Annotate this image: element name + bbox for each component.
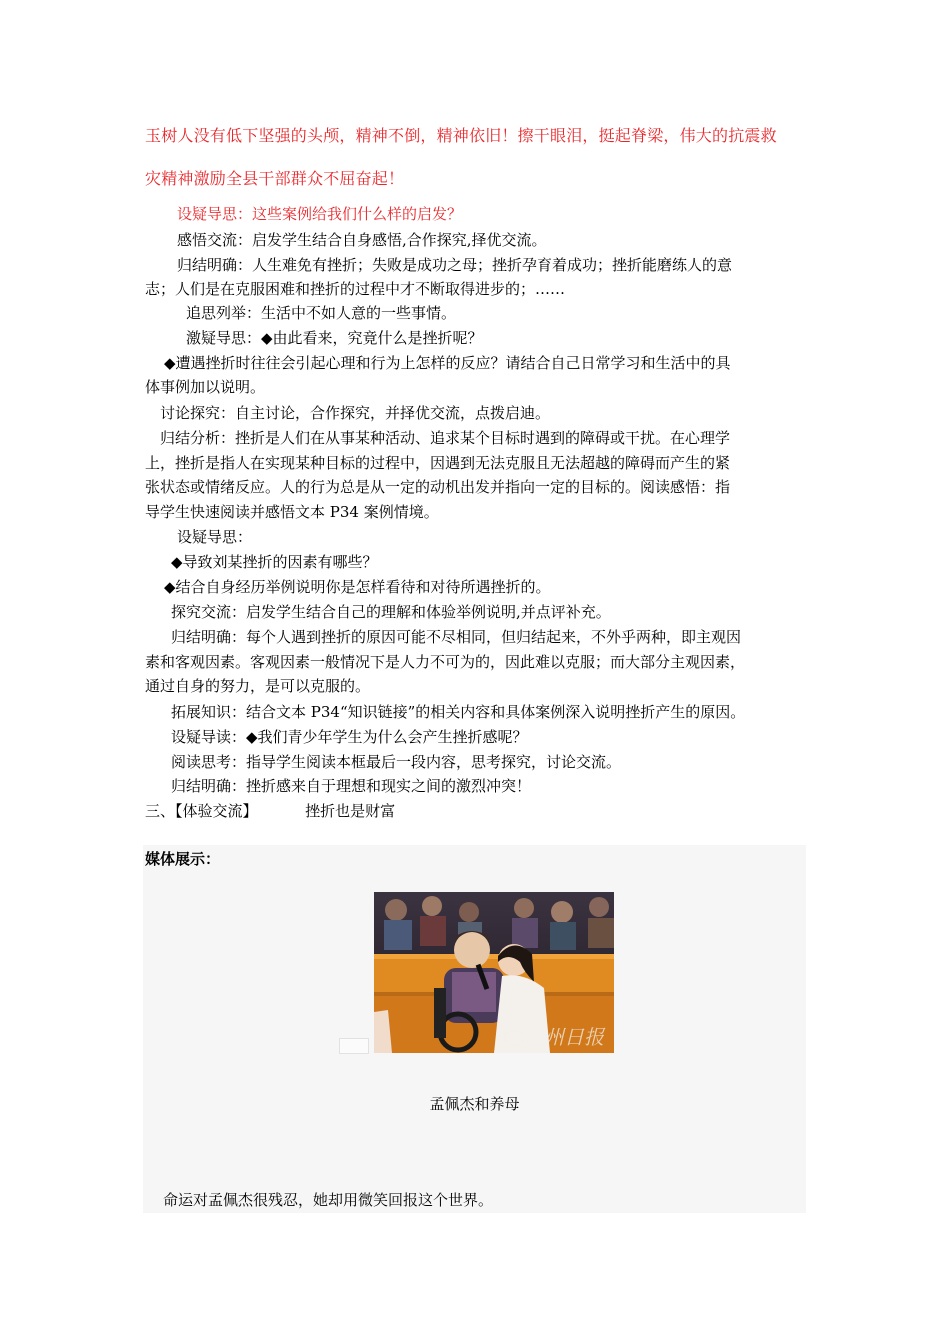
text-line: 阅读思考：指导学生阅读本框最后一段内容，思考探究，讨论交流。	[171, 753, 622, 771]
media-heading: 媒体展示：	[145, 850, 221, 868]
section-heading: 三、【体验交流】 挫折也是财富	[145, 802, 396, 820]
text-line: 拓展知识：结合文本 P34“知识链接”的相关内容和具体案例深入说明挫折产生的原因。	[171, 703, 746, 721]
intro-line-2: 灾精神激励全县干部群众不屈奋起！	[145, 169, 405, 188]
intro-line-1: 玉树人没有低下坚强的头颅，精神不倒，精神依旧！擦干眼泪，挺起脊梁，伟大的抗震救	[145, 126, 777, 145]
text-line: ◆结合自身经历举例说明你是怎样看待和对待所遇挫折的。	[164, 578, 551, 596]
text-line: 归结分析：挫折是人们在从事某种活动、追求某个目标时遇到的障碍或干扰。在心理学	[160, 429, 731, 447]
photo-caption: 孟佩杰和养母	[429, 1095, 520, 1113]
photo-illustration	[374, 892, 614, 1053]
text-line: 上，挫折是指人在实现某种目标的过程中，因遇到无法克服且无法超越的障碍而产生的紧	[145, 454, 731, 472]
text-line: 感悟交流：启发学生结合自身感悟,合作探究,择优交流。	[177, 231, 547, 249]
text-line: ◆导致刘某挫折的因素有哪些？	[171, 553, 378, 571]
text-line: 设疑导思：	[177, 528, 253, 546]
text-line: 归结明确：人生难免有挫折；失败是成功之母；挫折孕育着成功；挫折能磨练人的意	[177, 256, 733, 274]
text-line: 素和客观因素。客观因素一般情况下是人力不可为的，因此难以克服；而大部分主观因素，	[145, 653, 746, 671]
text-line: 追思列举：生活中不如人意的一些事情。	[186, 304, 457, 322]
text-line: ◆遭遇挫折时往往会引起心理和行为上怎样的反应？请结合自己日常学习和生活中的具	[164, 354, 731, 372]
text-line: 讨论探究：自主讨论，合作探究，并择优交流，点拨启迪。	[160, 404, 551, 422]
text-line: 归结明确：挫折感来自于理想和现实之间的激烈冲突！	[171, 777, 532, 795]
text-line: 设疑导读：◆我们青少年学生为什么会产生挫折感呢？	[171, 728, 528, 746]
question-line: 设疑导思：这些案例给我们什么样的启发？	[177, 205, 463, 223]
text-line: 志；人们是在克服困难和挫折的过程中才不断取得进步的；……	[145, 280, 566, 298]
text-line: 探究交流：启发学生结合自己的理解和体验举例说明,并点评补充。	[171, 603, 611, 621]
placeholder-box	[339, 1038, 369, 1054]
text-line: 导学生快速阅读并感悟文本 P34 案例情境。	[145, 503, 439, 521]
text-line: 体事例加以说明。	[145, 378, 266, 396]
text-line: 张状态或情绪反应。人的行为总是从一定的动机出发并指向一定的目标的。阅读感悟：指	[145, 478, 731, 496]
text-line: 激疑导思：◆由此看来，究竟什么是挫折呢？	[186, 329, 483, 347]
closing-line: 命运对孟佩杰很残忍，她却用微笑回报这个世界。	[163, 1191, 494, 1209]
text-line: 通过自身的努力，是可以克服的。	[145, 677, 371, 695]
photo	[374, 892, 614, 1053]
text-line: 归结明确：每个人遇到挫折的原因可能不尽相同，但归结起来，不外乎两种，即主观因	[171, 628, 742, 646]
watermark-text: 广州日报	[524, 1025, 604, 1049]
